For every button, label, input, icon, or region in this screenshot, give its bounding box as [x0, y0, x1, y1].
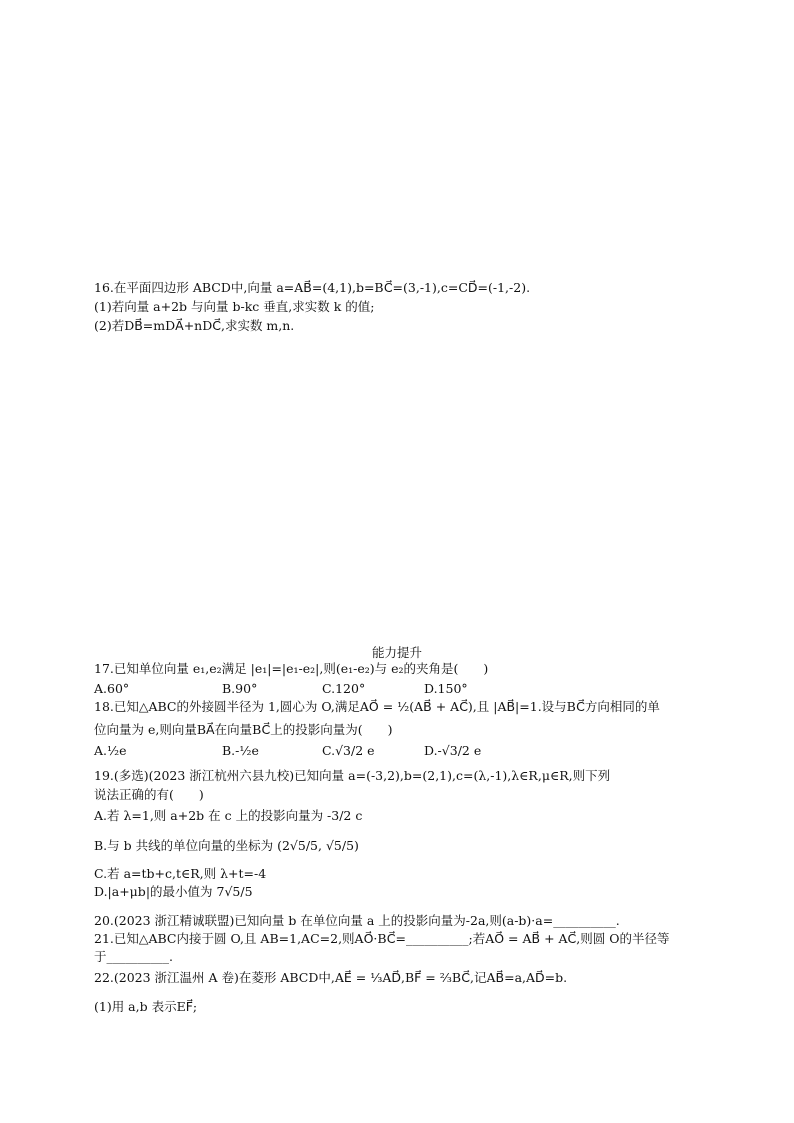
q19-option-c: C.若 a=tb+c,t∈R,则 λ+t=-4 [94, 866, 267, 881]
q21-line2: 于__________. [94, 949, 173, 964]
q20-stem: 20.(2023 浙江精诚联盟)已知向量 b 在单位向量 a 上的投影向量为-2a,则(a-b)·a=__________. [94, 913, 620, 928]
q17-options [94, 681, 694, 699]
q22-stem: 22.(2023 浙江温州 A 卷)在菱形 ABCD中,AE⃗ = ⅓AD⃗,BF⃗ = ⅔BC⃗,记AB⃗=a,AD⃗=b. [94, 970, 568, 985]
section-title: 能力提升 [371, 645, 422, 660]
q16-part2: (2)若DB⃗=mDA⃗+nDC⃗,求实数 m,n. [94, 318, 295, 333]
q19-stem-line1: 19.(多选)(2023 浙江杭州六县九校)已知向量 a=(-3,2),b=(2,1),c=(λ,-1),λ∈R,μ∈R,则下列 [94, 768, 611, 783]
q18-option-b: B.-½e [222, 743, 259, 758]
q17-option-d: D.150° [424, 681, 468, 696]
q19-stem-line2: 说法正确的有( ) [94, 787, 204, 802]
q22-part1: (1)用 a,b 表示EF⃗; [94, 999, 198, 1014]
q17-option-b: B.90° [222, 681, 258, 696]
q18-option-c: C.√3/2 e [322, 743, 375, 758]
q18-stem-line1: 18.已知△ABC的外接圆半径为 1,圆心为 O,满足AO⃗ = ½(AB⃗ + AC⃗),且 |AB⃗|=1.设与BC⃗方向相同的单 [94, 699, 660, 714]
q17-stem: 17.已知单位向量 e₁,e₂满足 |e₁|=|e₁-e₂|,则(e₁-e₂)与 e₂的夹角是( ) [94, 661, 489, 676]
q18-option-a: A.½e [94, 743, 127, 758]
q21-line1: 21.已知△ABC内接于圆 O,且 AB=1,AC=2,则AO⃗·BC⃗=__________;若AO⃗ = AB⃗ + AC⃗,则圆 O的半径等 [94, 931, 670, 946]
q19-option-b: B.与 b 共线的单位向量的坐标为 (2√5/5, √5/5) [94, 838, 359, 853]
q16-stem: 16.在平面四边形 ABCD中,向量 a=AB⃗=(4,1),b=BC⃗=(3,-1),c=CD⃗=(-1,-2). [94, 280, 531, 295]
q19-option-d: D.|a+μb|的最小值为 7√5/5 [94, 884, 253, 899]
q18-stem-line2: 位向量为 e,则向量BA⃗在向量BC⃗上的投影向量为( ) [94, 722, 393, 737]
q18-option-d: D.-√3/2 e [424, 743, 482, 758]
q16-part1: (1)若向量 a+2b 与向量 b-kc 垂直,求实数 k 的值; [94, 299, 375, 314]
q17-option-a: A.60° [94, 681, 130, 696]
q19-option-a: A.若 λ=1,则 a+2b 在 c 上的投影向量为 -3/2 c [94, 808, 363, 823]
q18-options [94, 743, 694, 761]
q17-option-c: C.120° [322, 681, 366, 696]
